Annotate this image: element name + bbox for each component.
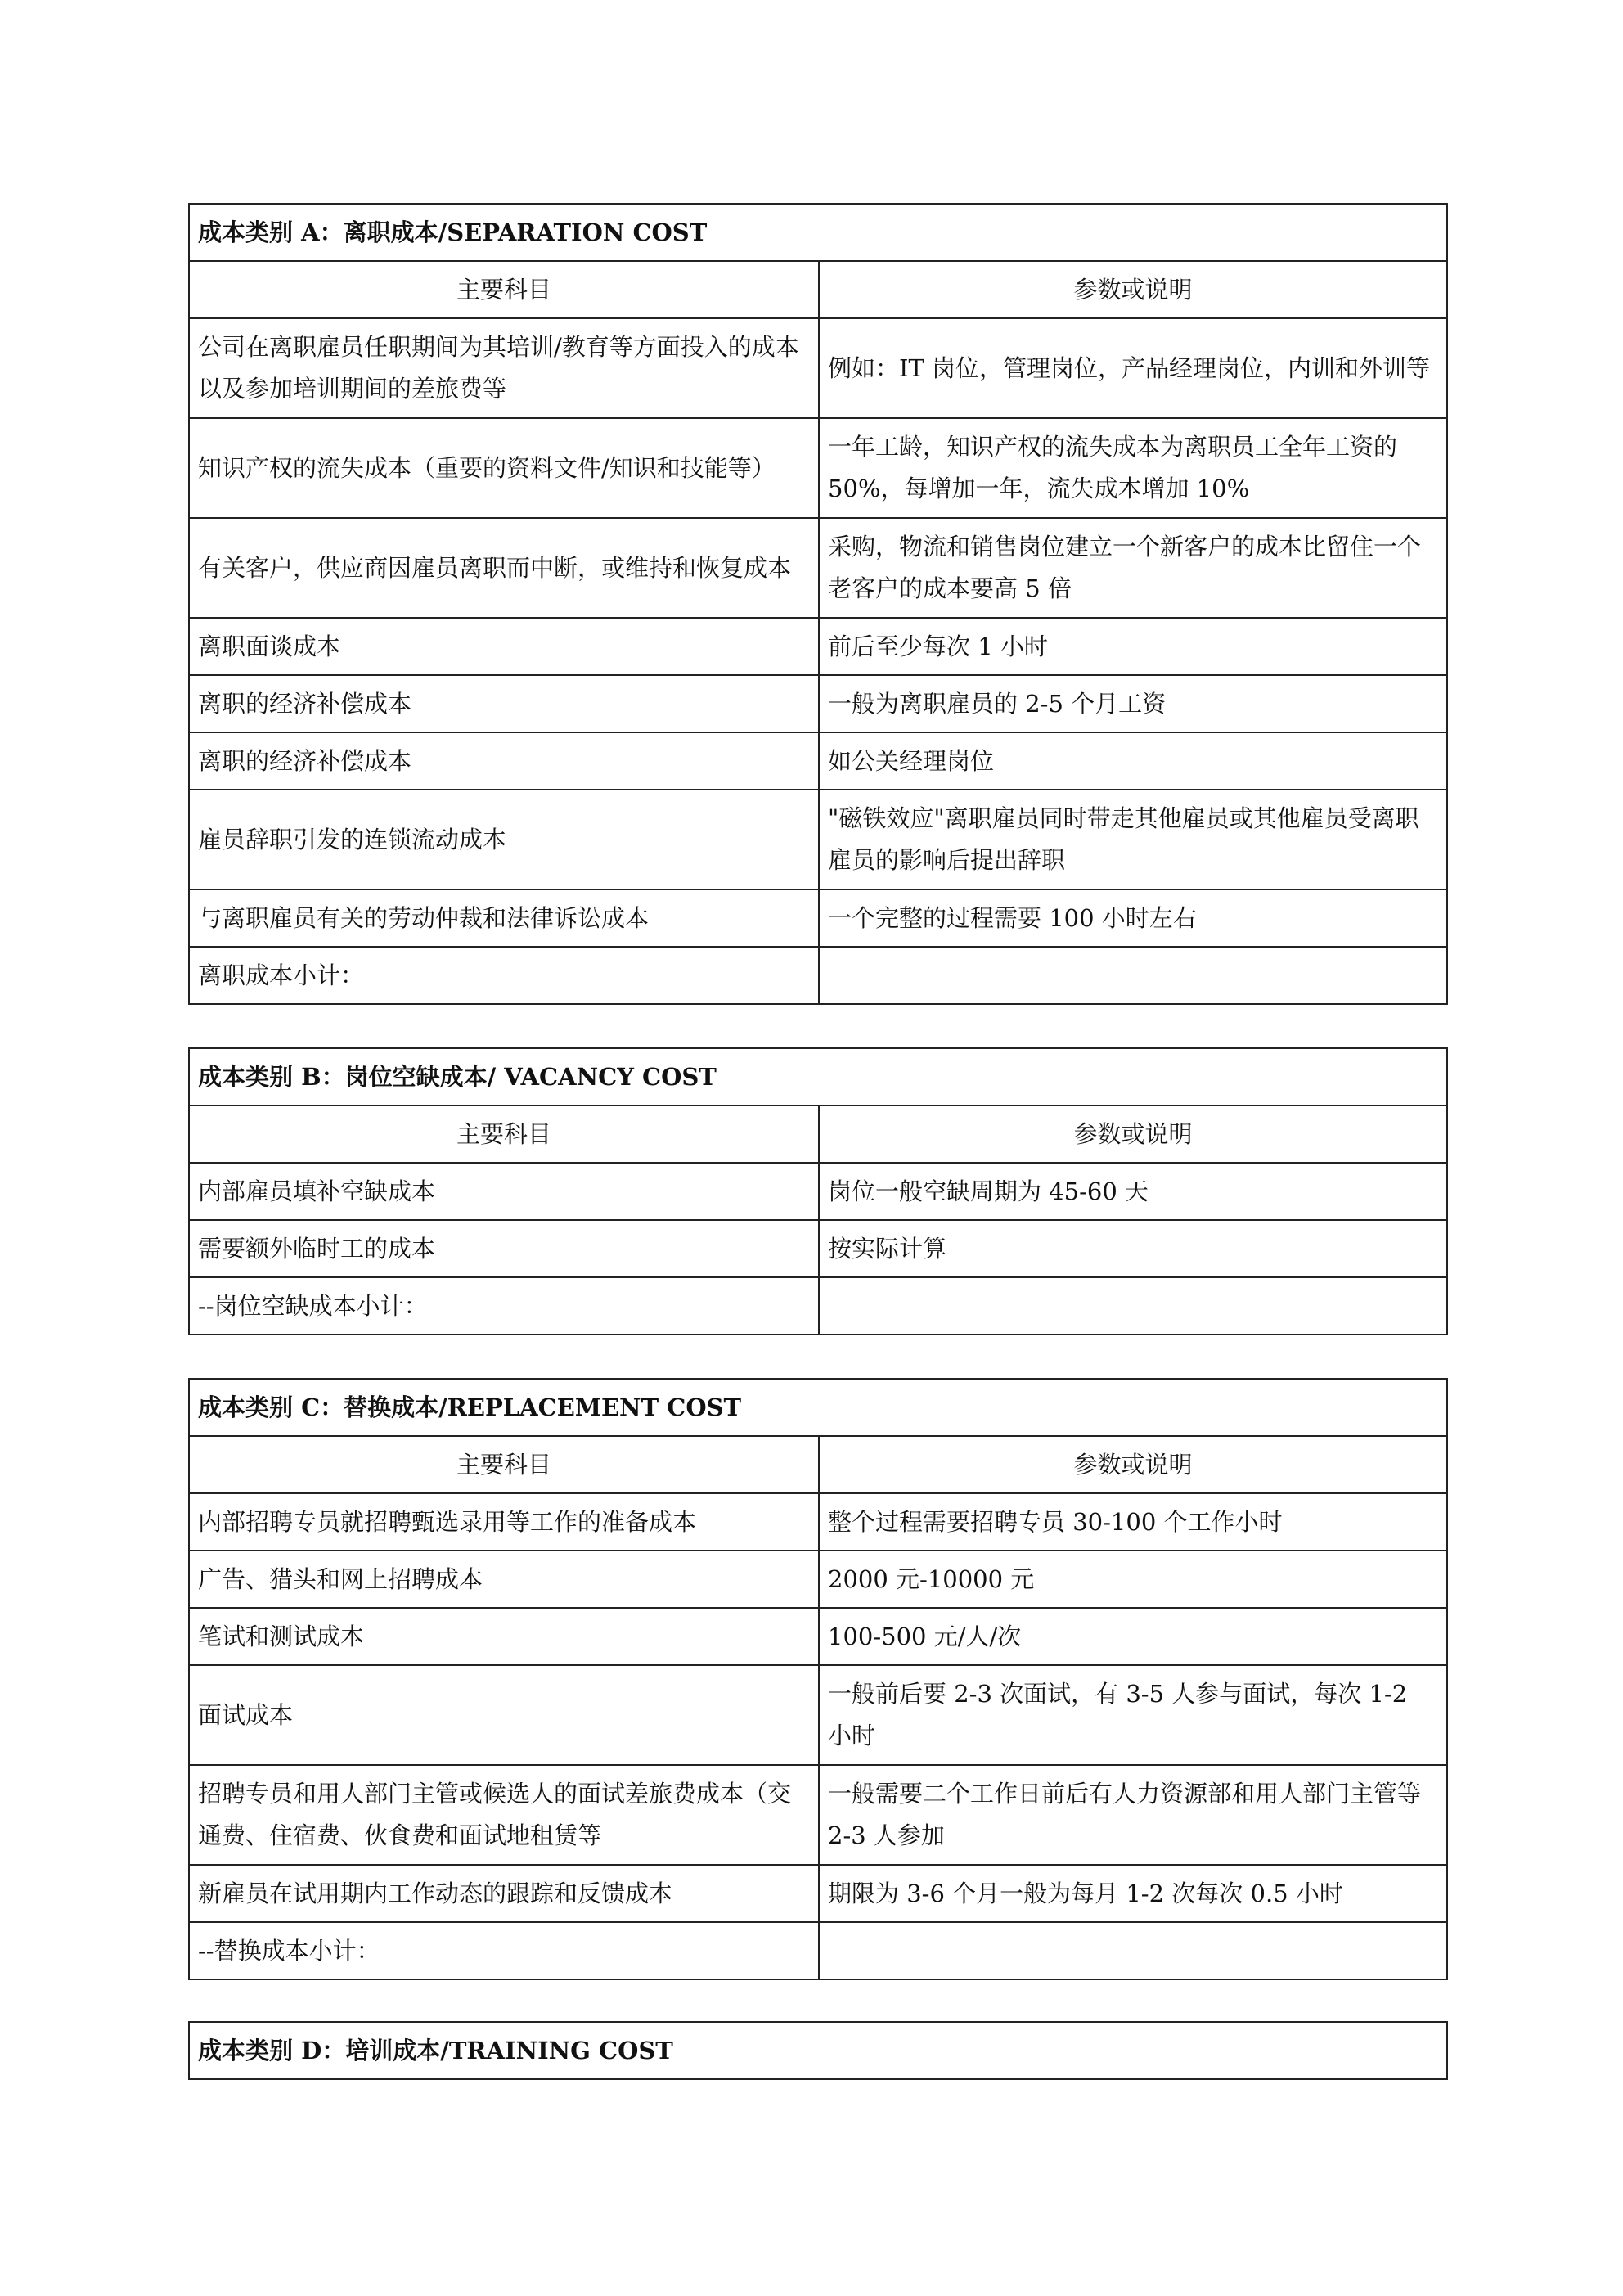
subtotal-label: --替换成本小计： bbox=[189, 1922, 819, 1979]
row-item: 与离职雇员有关的劳动仲裁和法律诉讼成本 bbox=[189, 889, 819, 947]
row-note: 2000 元-10000 元 bbox=[819, 1551, 1447, 1608]
table-row bbox=[189, 318, 1447, 418]
table-row bbox=[189, 1493, 1447, 1551]
subtotal-value bbox=[819, 947, 1447, 1004]
table-row bbox=[189, 1163, 1447, 1220]
replacement-cost-table bbox=[188, 1378, 1448, 1980]
row-item: 新雇员在试用期内工作动态的跟踪和反馈成本 bbox=[189, 1865, 819, 1922]
column-header-note: 参数或说明 bbox=[819, 1436, 1447, 1493]
section-a-title: 成本类别 A：离职成本/SEPARATION COST bbox=[189, 204, 1447, 261]
subtotal-row bbox=[189, 947, 1447, 1004]
row-note: 整个过程需要招聘专员 30-100 个工作小时 bbox=[819, 1493, 1447, 1551]
table-row bbox=[189, 1765, 1447, 1865]
row-note: "磁铁效应"离职雇员同时带走其他雇员或其他雇员受离职雇员的影响后提出辞职 bbox=[819, 790, 1447, 889]
row-note: 一般为离职雇员的 2-5 个月工资 bbox=[819, 675, 1447, 732]
row-item: 需要额外临时工的成本 bbox=[189, 1220, 819, 1277]
row-item: 知识产权的流失成本（重要的资料文件/知识和技能等） bbox=[189, 418, 819, 518]
row-item: 内部雇员填补空缺成本 bbox=[189, 1163, 819, 1220]
row-item: 面试成本 bbox=[189, 1665, 819, 1765]
table-row bbox=[189, 675, 1447, 732]
column-header-note: 参数或说明 bbox=[819, 1105, 1447, 1163]
row-item: 离职的经济补偿成本 bbox=[189, 732, 819, 790]
row-note: 例如：IT 岗位，管理岗位，产品经理岗位，内训和外训等 bbox=[819, 318, 1447, 418]
training-cost-table bbox=[188, 2021, 1448, 2080]
section-b-title: 成本类别 B：岗位空缺成本/ VACANCY COST bbox=[189, 1048, 1447, 1105]
subtotal-label: 离职成本小计： bbox=[189, 947, 819, 1004]
column-header-item: 主要科目 bbox=[189, 261, 819, 318]
row-item: 笔试和测试成本 bbox=[189, 1608, 819, 1665]
row-note: 岗位一般空缺周期为 45-60 天 bbox=[819, 1163, 1447, 1220]
table-row bbox=[189, 1608, 1447, 1665]
row-note: 一般需要二个工作日前后有人力资源部和用人部门主管等 2-3 人参加 bbox=[819, 1765, 1447, 1865]
section-c-title: 成本类别 C：替换成本/REPLACEMENT COST bbox=[189, 1379, 1447, 1436]
table-row bbox=[189, 1665, 1447, 1765]
table-row bbox=[189, 1551, 1447, 1608]
table-row bbox=[189, 732, 1447, 790]
row-item: 公司在离职雇员任职期间为其培训/教育等方面投入的成本以及参加培训期间的差旅费等 bbox=[189, 318, 819, 418]
column-header-item: 主要科目 bbox=[189, 1105, 819, 1163]
row-note: 按实际计算 bbox=[819, 1220, 1447, 1277]
column-header-note: 参数或说明 bbox=[819, 261, 1447, 318]
row-item: 广告、猎头和网上招聘成本 bbox=[189, 1551, 819, 1608]
row-item: 离职的经济补偿成本 bbox=[189, 675, 819, 732]
table-row bbox=[189, 618, 1447, 675]
row-item: 雇员辞职引发的连锁流动成本 bbox=[189, 790, 819, 889]
row-note: 采购，物流和销售岗位建立一个新客户的成本比留住一个老客户的成本要高 5 倍 bbox=[819, 518, 1447, 618]
row-note: 一个完整的过程需要 100 小时左右 bbox=[819, 889, 1447, 947]
table-row bbox=[189, 1220, 1447, 1277]
column-header-item: 主要科目 bbox=[189, 1436, 819, 1493]
vacancy-cost-table bbox=[188, 1047, 1448, 1335]
separation-cost-table bbox=[188, 203, 1448, 1005]
row-note: 前后至少每次 1 小时 bbox=[819, 618, 1447, 675]
row-item: 离职面谈成本 bbox=[189, 618, 819, 675]
table-row bbox=[189, 418, 1447, 518]
row-note: 100-500 元/人/次 bbox=[819, 1608, 1447, 1665]
section-d-title: 成本类别 D：培训成本/TRAINING COST bbox=[189, 2022, 1447, 2079]
row-note: 如公关经理岗位 bbox=[819, 732, 1447, 790]
row-item: 招聘专员和用人部门主管或候选人的面试差旅费成本（交通费、住宿费、伙食费和面试地租赁等 bbox=[189, 1765, 819, 1865]
table-row bbox=[189, 1865, 1447, 1922]
row-note: 一般前后要 2-3 次面试，有 3-5 人参与面试，每次 1-2 小时 bbox=[819, 1665, 1447, 1765]
row-item: 内部招聘专员就招聘甄选录用等工作的准备成本 bbox=[189, 1493, 819, 1551]
row-note: 一年工龄，知识产权的流失成本为离职员工全年工资的 50%，每增加一年，流失成本增加 10% bbox=[819, 418, 1447, 518]
subtotal-label: --岗位空缺成本小计： bbox=[189, 1277, 819, 1335]
table-row bbox=[189, 518, 1447, 618]
row-item: 有关客户，供应商因雇员离职而中断，或维持和恢复成本 bbox=[189, 518, 819, 618]
table-row bbox=[189, 790, 1447, 889]
subtotal-row bbox=[189, 1277, 1447, 1335]
subtotal-value bbox=[819, 1922, 1447, 1979]
row-note: 期限为 3-6 个月一般为每月 1-2 次每次 0.5 小时 bbox=[819, 1865, 1447, 1922]
subtotal-row bbox=[189, 1922, 1447, 1979]
subtotal-value bbox=[819, 1277, 1447, 1335]
table-row bbox=[189, 889, 1447, 947]
